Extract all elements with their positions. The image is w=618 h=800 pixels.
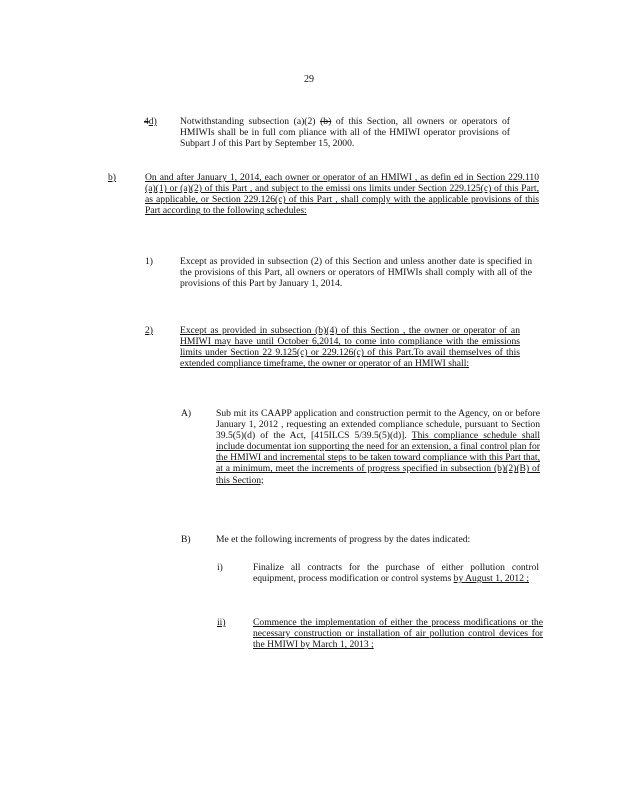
- page-number: 29: [304, 74, 314, 85]
- subsection-b2Bii-label: ii): [217, 617, 226, 628]
- subsection-b2Bi-label: i): [217, 562, 223, 573]
- subsection-b-text: On and after January 1, 2014, each owner or operator of an HMIWI , as defin ed in Section 229.110 (a)(1) or (a)(2) of this Part , and subject to the emissi ons limits under Section 229.125(c) of this Part, as applicable, or Section 229.126(c) of this Part , shall comply with the applicable provisions of this Part according to the following schedules:: [145, 172, 539, 217]
- struck-reference: (b): [320, 116, 332, 127]
- subsection-b2A-label: A): [181, 408, 192, 419]
- subsection-b2B-label: B): [181, 534, 191, 545]
- subsection-b1-label: 1): [145, 256, 153, 267]
- subsection-b2-text: Except as provided in subsection (b)(4) of this Section , the owner or operator of an HMIWI may have until October 6,2014, to come into compliance with the emissions limits under Section 22 9.125(c) or 229.126(c) of this Part.To avail themselves of this extended compliance timeframe, the owner or operator of an HMIWI shall:: [180, 325, 520, 370]
- subsection-b2B-text: Me et the following increments of progress by the dates indicated:: [216, 534, 471, 545]
- inserted-text: This compliance schedule shall include documentat ion supporting the need for an extension, a final control plan for the HMIWI and incremental steps to be taken toward compliance with this Part that, at a minimum, meet the increments of progress specified in subsection (b)(2)(B) of this Section;: [216, 430, 540, 486]
- subsection-b2A-text: Sub mit its CAAPP application and construction permit to the Agency, on or before January 1, 2012 , requesting an extended compliance schedule, pursuant to Section 39.5(5)(d) of the Act, [415ILCS 5/39.5(5)(d)]. This compliance schedule shall include documentat ion supporting the need for an extension, a final control plan for the HMIWI and incremental steps to be taken toward compliance with this Part that, at a minimum, meet the increments of progress specified in subsection (b)(2)(B) of this Section;: [216, 408, 540, 486]
- struck-label: 4: [144, 116, 149, 127]
- inserted-label: d): [148, 116, 157, 127]
- subsection-b1-text: Except as provided in subsection (2) of this Section and unless another date is specified in the provisions of this Part, all owners or operators of HMIWIs shall comply with all of the provisions of this Part by January 1, 2014.: [180, 256, 532, 290]
- subsection-d-text: Notwithstanding subsection (a)(2) (b) of this Section, all owners or operators of HMIWIs shall be in full com pliance with all of the HMIWI operator provisions of Subpart J of this Part by September 15, 2000.: [180, 116, 510, 150]
- subsection-b2Bii-text: Commence the implementation of either the process modifications or the necessary construction or installation of air pollution control devices for the HMIWI by March 1, 2013 ;: [253, 617, 543, 651]
- subsection-b2Bi-text: Finalize all contracts for the purchase of either pollution control equipment, process modification or control systems by August 1, 2012 ;: [253, 562, 539, 585]
- inserted-date: by August 1, 2012 ;: [453, 573, 530, 585]
- subsection-b-label: b): [108, 172, 116, 183]
- subsection-b2-label: 2): [145, 325, 153, 336]
- subsection-d-label: [144, 116, 157, 127]
